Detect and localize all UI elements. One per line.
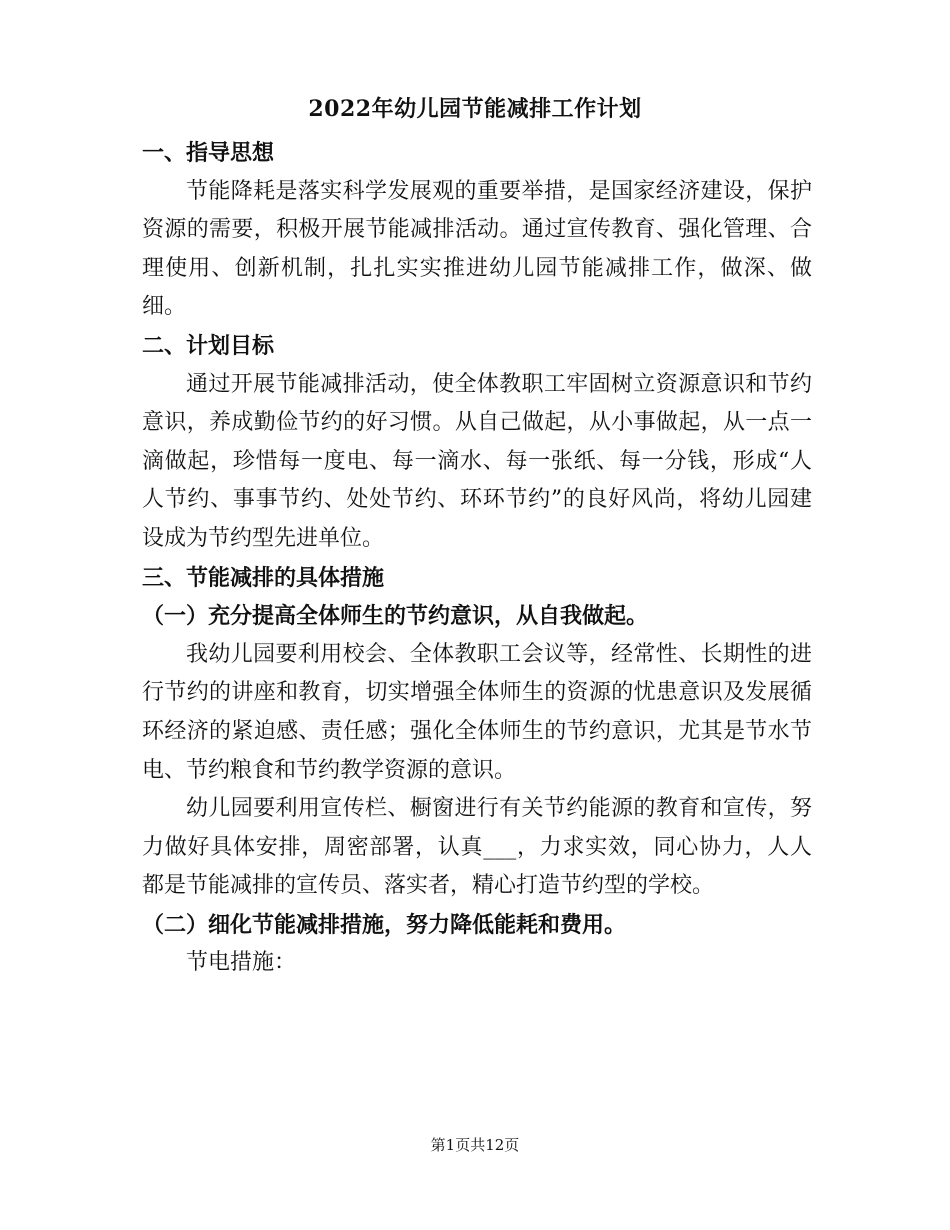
- paragraph-awareness-publicity: 幼儿园要利用宣传栏、橱窗进行有关节约能源的教育和宣传，努力做好具体安排，周密部署，认真___，力求实效，同心协力，人人都是节能减排的宣传员、落实者，精心打造节约型的学校。: [142, 796, 812, 899]
- section-heading-guiding-ideology: 一、指导思想: [142, 140, 275, 166]
- paragraph-plan-goals: 通过开展节能减排活动，使全体教职工牢固树立资源意识和节约意识，养成勤俭节约的好习惯。从自己做起，从小事做起，从一点一滴做起，珍惜每一度电、每一滴水、每一张纸、每一分钱，形成“人人节约、事事节约、处处节约、环环节约”的良好风尚，将幼儿园建设成为节约型先进单位。: [142, 371, 812, 551]
- document-body: [142, 134, 812, 983]
- section-heading-specific-measures: 三、节能减排的具体措施: [142, 564, 385, 591]
- document-title: 2022年幼儿园节能减排工作计划: [308, 96, 642, 122]
- subheading-refine-measures: （二）细化节能减排措施，努力降低能耗和费用。: [142, 911, 627, 938]
- paragraph-power-saving: 节电措施：: [186, 950, 297, 976]
- paragraph-awareness-education: 我幼儿园要利用校会、全体教职工会议等，经常性、长期性的进行节约的讲座和教育，切实增强全体师生的资源的忧患意识及发展循环经济的紧迫感、责任感；强化全体师生的节约意识，尤其是节水节电、节约粮食和节约教学资源的意识。: [142, 641, 812, 783]
- paragraph-guiding-ideology: 节能降耗是落实科学发展观的重要举措，是国家经济建设，保护资源的需要，积极开展节能减排活动。通过宣传教育、强化管理、合理使用、创新机制，扎扎实实推进幼儿园节能减排工作，做深、做细。: [142, 178, 812, 320]
- section-heading-plan-goals: 二、计划目标: [142, 332, 275, 359]
- page-number: 第1页共12页: [430, 1136, 520, 1154]
- subheading-awareness: （一）充分提高全体师生的节约意识，从自我做起。: [142, 603, 649, 630]
